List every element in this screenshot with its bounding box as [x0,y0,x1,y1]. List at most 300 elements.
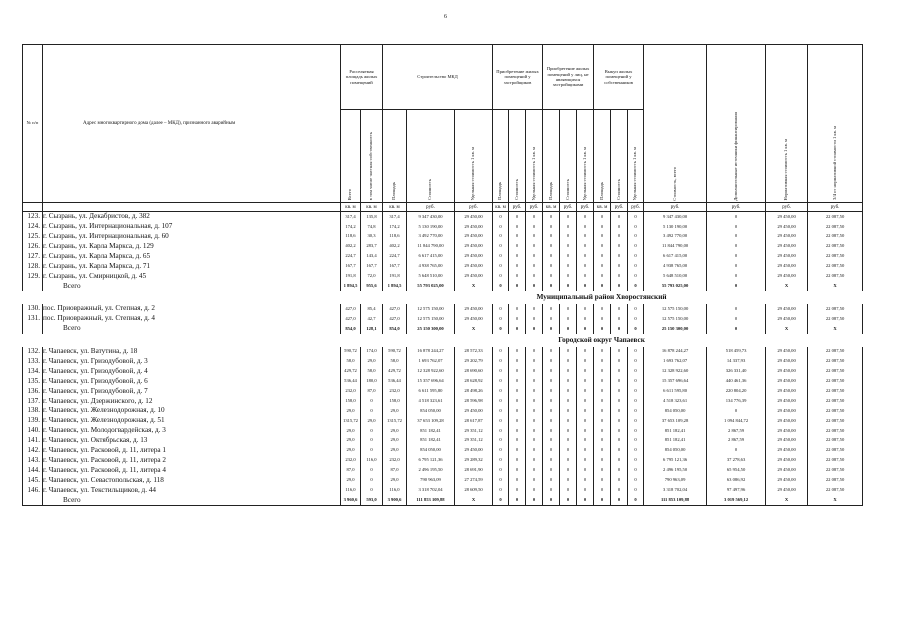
row-value: 0 [526,367,543,377]
row-value: 29,0 [341,475,361,485]
row-value: 0 [509,357,526,367]
row-value: 0 [594,456,611,466]
unit-cell: руб. [707,203,766,212]
header-developers: Приобретение жилых помещений у застройщиков [493,45,543,110]
row-value: X [455,495,493,505]
row-value: 0 [577,357,594,367]
row-value: 854,0 [383,324,407,334]
row-value: 0 [560,367,577,377]
row-value: 0 [543,242,560,252]
row-number: 145. [23,475,43,485]
row-value: 116,0 [361,456,383,466]
row-value: 180,0 [361,376,383,386]
row-value: 3 960,6 [341,495,361,505]
row-value: 0 [543,304,560,314]
table-row [23,426,863,436]
row-value: 29 450,00 [766,271,808,281]
units-blank [23,203,43,212]
row-value: 0 [493,416,509,426]
units-row [23,203,863,212]
row-value: 0 [493,281,509,291]
row-value: 0 [526,324,543,334]
row-address: г. Чапаевск, ул. Октябрьская, д. 13 [43,436,341,446]
row-value: 22 087,50 [808,347,863,357]
row-value: 0 [361,396,383,406]
row-value: 29,0 [383,446,407,456]
row-value: 128,1 [361,324,383,334]
row-value: 30,3 [361,232,383,242]
row-value: 402,2 [341,242,361,252]
row-value: 28 572,33 [455,347,493,357]
row-value: 0 [543,324,560,334]
header-n-cost: Стоимость [560,110,577,203]
row-value: 143,4 [361,252,383,262]
row-value: 0 [560,271,577,281]
row-value: 0 [543,436,560,446]
total-row [23,281,863,291]
row-value: 0 [543,495,560,505]
row-value: 0 [560,495,577,505]
unit-cell: руб. [766,203,808,212]
row-value: 0 [509,436,526,446]
row-value: 0 [509,252,526,262]
row-value: 0 [361,465,383,475]
row-value: 2 496 195,50 [644,465,707,475]
row-number: 130. [23,304,43,314]
row-value: 118,6 [341,232,361,242]
unit-cell: руб. [628,203,644,212]
row-value: 0 [611,232,628,242]
row-value: 0 [526,304,543,314]
row-value: 0 [577,261,594,271]
row-value: 0 [628,426,644,436]
row-value: 0 [493,495,509,505]
row-value: 536,44 [383,376,407,386]
row-value: 0 [493,406,509,416]
row-value: 0 [707,281,766,291]
row-value: 0 [577,271,594,281]
row-value: 4 938 765,00 [644,261,707,271]
row-value: 29 450,00 [455,314,493,324]
row-address: г. Чапаевск, ул. Железнодорожная, д. 10 [43,406,341,416]
row-value: 0 [594,475,611,485]
row-value: 158,0 [341,396,361,406]
row-value: 191,8 [383,271,407,281]
row-value: 0 [526,485,543,495]
row-value: 0 [543,475,560,485]
row-value: 854 050,00 [407,406,455,416]
unit-cell: руб. [526,203,543,212]
row-value: 25 150 300,00 [644,324,707,334]
row-value: 29 450,00 [766,475,808,485]
row-value: 11 844 790,00 [407,242,455,252]
row-value: 0 [577,367,594,377]
row-value: 0 [560,252,577,262]
row-value: 427,0 [383,304,407,314]
table-row [23,271,863,281]
row-value: 0 [707,242,766,252]
row-value: 0 [628,465,644,475]
row-value: 87,0 [361,386,383,396]
unit-cell: руб. [644,203,707,212]
row-value: 232,0 [341,456,361,466]
row-value: X [808,281,863,291]
row-value: 590,72 [383,347,407,357]
row-value: 0 [526,271,543,281]
row-value: 0 [526,416,543,426]
row-value: 4 518 323,61 [407,396,455,406]
row-address: г. Сызрань, ул. Карла Маркса, д. 71 [43,261,341,271]
row-value: 0 [611,242,628,252]
row-address: г. Чапаевск, ул. Расковой, д. 11, литера 1 [43,446,341,456]
row-value: 29,0 [383,436,407,446]
row-value: 0 [577,232,594,242]
row-value: 0 [493,212,509,222]
row-value: 0 [628,436,644,446]
row-value: 0 [611,386,628,396]
row-value: 6 795 121,36 [644,456,707,466]
header-b-cost: Стоимость [611,110,628,203]
row-value: 283,7 [361,242,383,252]
row-value: X [808,324,863,334]
section-title: Городской округ Чапаевск [558,335,645,344]
row-value: 0 [628,376,644,386]
row-value: 0 [611,376,628,386]
table-row [23,261,863,271]
row-value: 0 [577,396,594,406]
row-value: 427,0 [341,314,361,324]
row-value: 0 [560,426,577,436]
row-value: 29 450,00 [455,242,493,252]
row-value: 22 087,50 [808,232,863,242]
row-value: 0 [526,406,543,416]
row-value: 116,0 [341,485,361,495]
row-value: 22 087,50 [808,222,863,232]
row-value: 22 087,50 [808,416,863,426]
row-value: 0 [493,357,509,367]
header-c-cost: Стоимость [407,110,455,203]
total-label: Всего [43,495,341,505]
row-value: 0 [628,495,644,505]
row-value: X [766,495,808,505]
row-value: 0 [493,386,509,396]
header-resettled-private: в том числе частная собственность [361,110,383,203]
row-value: 0 [611,347,628,357]
row-value: 224,7 [383,252,407,262]
row-value: 0 [707,212,766,222]
row-value: 0 [493,232,509,242]
row-value: 85,4 [361,304,383,314]
row-value: 0 [560,212,577,222]
row-value: 0 [560,376,577,386]
row-value: 0 [707,261,766,271]
row-value: 29 450,00 [455,252,493,262]
row-number: 128. [23,261,43,271]
row-number: 146. [23,485,43,495]
table-row [23,456,863,466]
row-value: 0 [611,357,628,367]
row-value: 790 963,09 [407,475,455,485]
row-value: 0 [543,232,560,242]
row-value: 29 450,00 [766,446,808,456]
row-value: 0 [509,347,526,357]
header-b-unit: Удельная стоимость 1 кв. м [628,110,644,203]
row-value: 0 [509,406,526,416]
row-address: г. Сызрань, ул. Интернациональная, д. 60 [43,232,341,242]
table-row [23,252,863,262]
row-value: 0 [509,386,526,396]
header-num: № п/п [23,45,43,203]
row-value: 0 [493,367,509,377]
section-blank [23,334,341,347]
row-value: 0 [594,324,611,334]
section-title: Муниципальный район Хворостянский [536,293,667,302]
table-row [23,242,863,252]
row-value: 0 [509,324,526,334]
section-row [23,291,863,304]
row-value: 0 [611,475,628,485]
row-value: 0 [594,261,611,271]
row-value: 0 [577,324,594,334]
row-value: 0 [594,386,611,396]
header-c-unit: Удельная стоимость 1 кв. м [455,110,493,203]
row-value: 58,0 [383,357,407,367]
row-value: 317,4 [341,212,361,222]
row-value: 0 [560,406,577,416]
row-value: 0 [628,232,644,242]
row-value: 0 [707,222,766,232]
row-value: 427,0 [341,304,361,314]
row-value: 29 450,00 [766,357,808,367]
row-value: 0 [560,357,577,367]
row-value: 22 087,50 [808,436,863,446]
row-value: 0 [560,261,577,271]
row-value: 0 [509,446,526,456]
row-value: 0 [543,465,560,475]
table-row [23,436,863,446]
row-value: 0 [611,485,628,495]
row-address: г. Чапаевск, ул. Железнодорожная, д. 51 [43,416,341,426]
row-value: 16 878 244,27 [407,347,455,357]
row-value: 0 [526,347,543,357]
row-number: 123. [23,212,43,222]
row-value: 0 [543,456,560,466]
row-value: 29 450,00 [766,465,808,475]
row-value: 111 853 109,88 [407,495,455,505]
row-value: 0 [594,222,611,232]
row-value: 0 [560,281,577,291]
row-value: 0 [594,426,611,436]
row-value: 0 [560,222,577,232]
row-value: 58,0 [341,357,361,367]
row-value: 29 450,00 [455,232,493,242]
row-value: 0 [560,446,577,456]
row-value: 37 653 109,28 [407,416,455,426]
header-resettled-total: Всего [341,110,361,203]
row-value: 174,2 [383,222,407,232]
row-value: 42,7 [361,314,383,324]
row-value: 326 331,40 [707,367,766,377]
row-value: 0 [543,281,560,291]
row-value: 65 954,50 [707,465,766,475]
row-value: 29,0 [383,406,407,416]
row-number [23,495,43,505]
row-value: 0 [560,416,577,426]
row-value: 0 [543,271,560,281]
row-value: 0 [611,304,628,314]
row-value: 0 [628,242,644,252]
row-value: 0 [577,304,594,314]
row-value: 851 182,41 [407,436,455,446]
total-row [23,495,863,505]
row-value: 0 [509,281,526,291]
row-value: X [808,495,863,505]
row-address: г. Чапаевск, ул. Гризодубовой, д. 6 [43,376,341,386]
row-address: г. Сызрань, ул. Декабристов, д. 382 [43,212,341,222]
row-value: 851 182,41 [644,426,707,436]
row-value: 12 328 922,60 [407,367,455,377]
row-value: 0 [594,465,611,475]
row-number: 127. [23,252,43,262]
table-row [23,212,863,222]
row-value: 0 [509,426,526,436]
row-value: 0 [509,376,526,386]
row-value: 0 [526,436,543,446]
table-row [23,367,863,377]
row-value: 0 [509,271,526,281]
row-value: 0 [594,406,611,416]
row-value: 0 [594,357,611,367]
row-value: 28 498,26 [455,386,493,396]
header-non-developers: Приобретение жилых помещений у лиц, не являющихся застройщиками [543,45,594,110]
row-value: 0 [526,261,543,271]
unit-cell: кв. м [493,203,509,212]
row-value: 5 648 510,00 [407,271,455,281]
row-value: 0 [526,252,543,262]
row-value: 55 793 025,00 [644,281,707,291]
page-number: 6 [444,14,447,20]
row-value: 0 [611,367,628,377]
row-value: 0 [526,465,543,475]
row-value: 0 [493,271,509,281]
row-value: 0 [577,426,594,436]
row-value: 29,0 [341,406,361,416]
row-value: 0 [594,436,611,446]
row-value: 0 [543,212,560,222]
header-three-quarters: 3/4 от нормативной стоимости 1 кв. м [808,45,863,203]
row-value: 0 [526,446,543,456]
row-number: 142. [23,446,43,456]
row-value: 0 [594,376,611,386]
row-value: 22 087,50 [808,456,863,466]
row-value: 29 450,00 [766,252,808,262]
row-number: 134. [23,367,43,377]
row-value: 0 [526,456,543,466]
row-value: 22 087,50 [808,465,863,475]
row-value: 22 087,50 [808,446,863,456]
row-value: 174,2 [341,222,361,232]
row-value: 4 518 323,61 [644,396,707,406]
row-value: 72,0 [361,271,383,281]
row-value: 29 450,00 [766,261,808,271]
row-value: 167,7 [361,261,383,271]
row-value: 0 [509,475,526,485]
row-value: 22 087,50 [808,367,863,377]
row-value: 6 617 415,00 [644,252,707,262]
row-value: 0 [628,212,644,222]
row-value: 0 [560,436,577,446]
row-value: X [455,281,493,291]
row-value: 0 [594,242,611,252]
row-value: 1 894,5 [341,281,361,291]
row-number: 138. [23,406,43,416]
row-address: г. Сызрань, ул. Интернациональная, д. 107 [43,222,341,232]
row-value: 0 [611,252,628,262]
row-value: 0 [509,416,526,426]
row-value: 2 867,59 [707,426,766,436]
unit-cell: руб. [611,203,628,212]
row-value: 0 [594,347,611,357]
header-total-cost: Стоимость, всего [644,45,707,203]
row-value: 0 [543,222,560,232]
header-d-cost: Стоимость [509,110,526,203]
row-value: 22 087,50 [808,357,863,367]
row-value: 29 450,00 [766,304,808,314]
unit-cell: руб. [808,203,863,212]
table-row [23,406,863,416]
row-value: 0 [594,304,611,314]
row-address: г. Чапаевск, ул. Ватутина, д. 18 [43,347,341,357]
row-value: 518 459,73 [707,347,766,357]
row-value: 0 [611,436,628,446]
row-value: 0 [493,456,509,466]
row-value: 22 087,50 [808,242,863,252]
header-buyout: Выкуп жилых помещений у собственников [594,45,644,110]
row-value: 232,0 [341,386,361,396]
row-value: 15 357 696,64 [407,376,455,386]
row-value: 0 [611,271,628,281]
row-value: 0 [611,456,628,466]
row-value: 0 [560,465,577,475]
row-number: 129. [23,271,43,281]
row-value: 2 867,59 [707,436,766,446]
row-address: пос. Приовражный, ул. Степная, д. 4 [43,314,341,324]
row-value: 0 [361,485,383,495]
table-row [23,304,863,314]
row-value: 0 [493,261,509,271]
row-value: 22 087,50 [808,314,863,324]
row-value: 1315,72 [341,416,361,426]
row-value: 220 804,20 [707,386,766,396]
row-value: 29 289,32 [455,456,493,466]
row-value: 3 492 770,00 [407,232,455,242]
row-value: 28 628,92 [455,376,493,386]
row-value: 0 [543,396,560,406]
row-value: 0 [577,406,594,416]
row-value: 0 [526,376,543,386]
row-value: 0 [526,426,543,436]
row-value: 0 [611,222,628,232]
row-value: 790 963,09 [644,475,707,485]
row-value: 12 575 150,00 [644,314,707,324]
row-number: 143. [23,456,43,466]
row-value: 37 278,63 [707,456,766,466]
row-value: 854,0 [341,324,361,334]
unit-cell: кв. м [361,203,383,212]
header-b-area: Площадь [594,110,611,203]
row-value: 0 [560,232,577,242]
table-body [23,212,863,506]
